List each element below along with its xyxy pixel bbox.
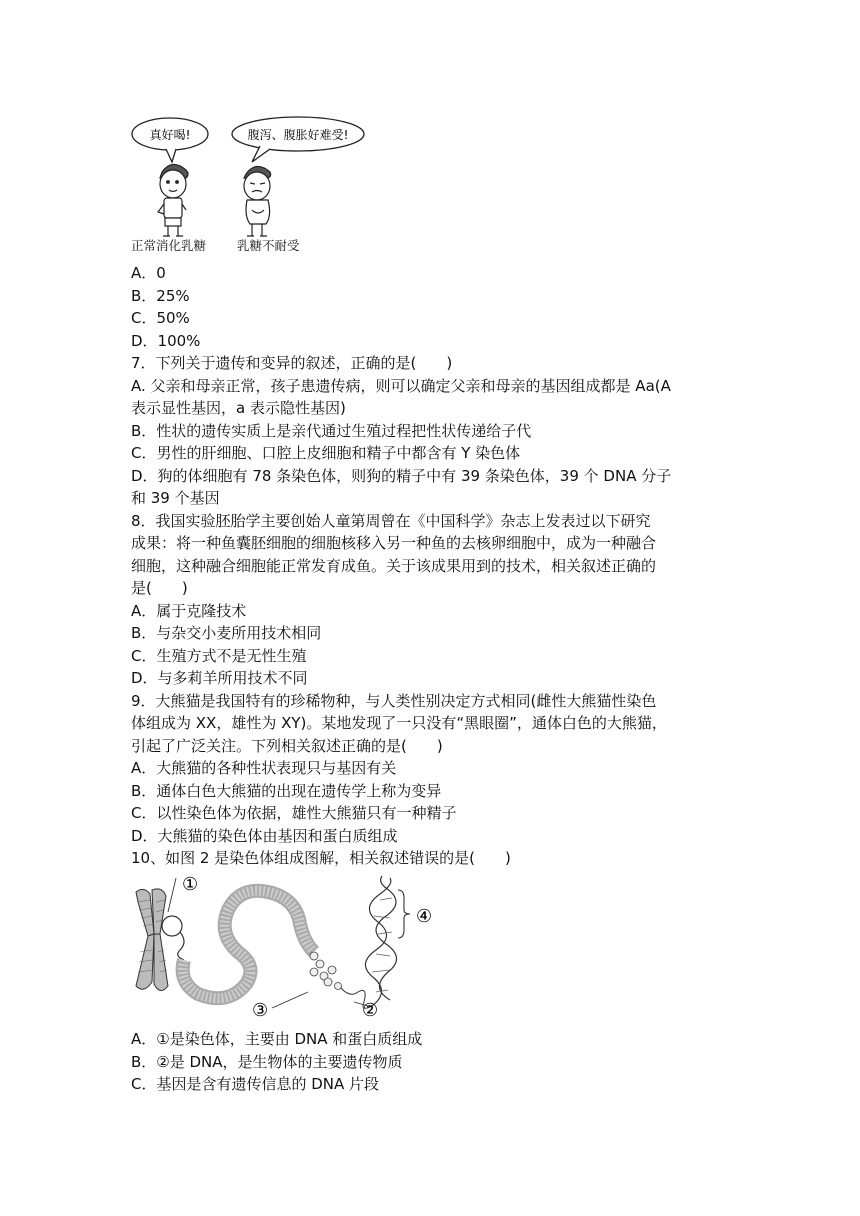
q8-line: 成果：将一种鱼囊胚细胞的细胞核移入另一种鱼的去核卵细胞中，成为一种融合 [131,534,657,552]
q10-option-a: A．①是染色体，主要由 DNA 和蛋白质组成 [131,1030,423,1048]
q10-option-b: B．②是 DNA，是生物体的主要遗传物质 [131,1052,403,1071]
label-2: ② [362,1000,379,1020]
q7-stem: 7．下列关于遗传和变异的叙述，正确的是( ) [131,354,453,372]
chromatin-fiber-icon [183,891,314,998]
q9-line: 体组成为 XX，雄性为 XY)。某地发现了一只没有“黑眼圈”，通体白色的大熊猫， [131,714,667,732]
q7-line: A. 父亲和母亲正常，孩子患遗传病，则可以确定父亲和母亲的基因组成都是 Aa(A [131,376,671,395]
label-1: ① [182,874,199,895]
q8-line: 是( ) [131,579,188,597]
caption-lactose-intolerance: 乳糖不耐受 [237,238,300,253]
q9-line: 引起了广泛关注。下列相关叙述正确的是( ) [131,736,443,755]
boy-sick-icon [244,166,271,236]
boy-happy-icon [158,164,188,236]
q7-line: 和 39 个基因 [131,489,220,507]
q6-option-a: A．0 [131,264,166,282]
speech-bubble-left [132,118,208,162]
label-3: ③ [252,1000,269,1020]
q8-option: D．与多莉羊所用技术不同 [131,669,308,687]
nucleosome-beads-icon [310,952,342,990]
q8-line: 8．我国实验胚胎学主要创始人童第周曾在《中国科学》杂志上发表过以下研究 [131,511,651,530]
q9-option: B．通体白色大熊猫的出现在遗传学上称为变异 [131,781,442,800]
bubble-right-text: 腹泻、腹胀好难受! [247,128,349,142]
q8-option: A．属于克隆技术 [131,601,247,620]
q9-option: C．以性染色体为依据，雄性大熊猫只有一种精子 [131,804,457,822]
q8-line: 细胞，这种融合细胞能正常发育成鱼。关于该成果用到的技术，相关叙述正确的 [131,556,657,575]
q6-option-b: B．25% [131,286,190,305]
q7-line: 表示显性基因，a 表示隐性基因) [131,399,346,417]
q10-stem: 10、如图 2 是染色体组成图解，相关叙述错误的是( ) [131,849,511,867]
dna-helix-icon [365,876,396,1006]
q6-option-c: C．50% [131,309,190,327]
zoom-circle [162,916,182,936]
label-4: ④ [416,906,433,927]
q9-option: D．大熊猫的染色体由基因和蛋白质组成 [131,826,398,845]
q10-option-c: C．基因是含有遗传信息的 DNA 片段 [131,1075,380,1093]
q8-option: B．与杂交小麦所用技术相同 [131,624,322,642]
q6-option-d: D．100% [131,331,201,350]
chromosome-diagram [128,872,448,1020]
q8-option: C．生殖方式不是无性生殖 [131,646,307,665]
q7-line: D．狗的体细胞有 78 条染色体，则狗的精子中有 39 条染色体，39 个 DNA 分子 [131,466,672,485]
q7-line: C．男性的肝细胞、口腔上皮细胞和精子中都含有 Y 染色体 [131,444,521,462]
bubble-left-text: 真好喝! [149,128,191,142]
q9-line: 9．大熊猫是我国特有的珍稀物种，与人类性别决定方式相同(雌性大熊猫性染色 [131,691,657,710]
q9-option: A．大熊猫的各种性状表现只与基因有关 [131,759,397,777]
chromosome-icon [136,889,168,991]
brace-4 [398,890,410,938]
q7-line: B．性状的遗传实质上是亲代通过生殖过程把性状传递给子代 [131,421,532,440]
caption-normal-lactose: 正常消化乳糖 [131,238,207,253]
speech-bubble-right [232,117,364,162]
